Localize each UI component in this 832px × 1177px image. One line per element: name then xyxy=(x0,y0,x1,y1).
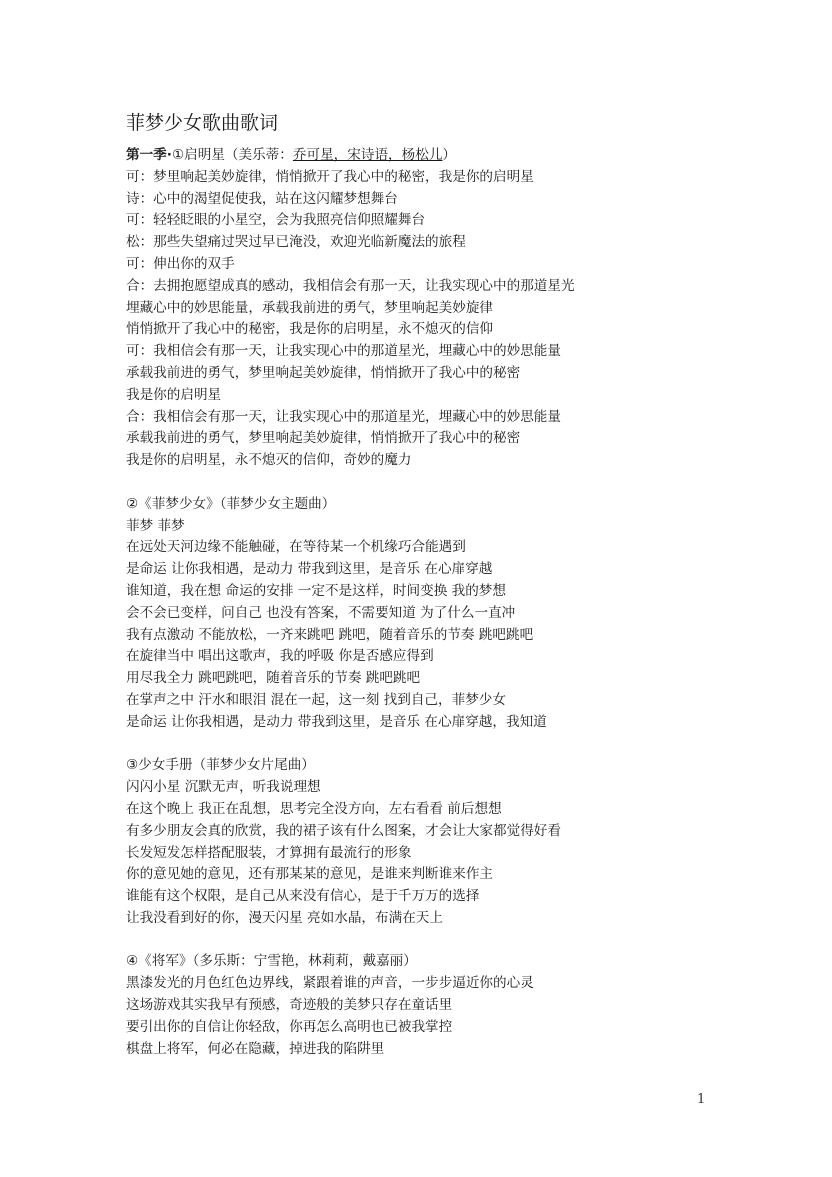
lyric-line: 我有点激动 不能放松，一齐来跳吧 跳吧，随着音乐的节奏 跳吧跳吧 xyxy=(126,626,534,643)
lyric-line: 谁知道，我在想 命运的安排 一定不是这样，时间变换 我的梦想 xyxy=(126,582,506,599)
lyric-line: 合：我相信会有那一天，让我实现心中的那道星光，埋藏心中的妙思能量 xyxy=(126,408,561,425)
lyric-line: 在掌声之中 汗水和眼泪 混在一起，这一刻 找到自己，菲梦少女 xyxy=(126,691,506,708)
document-title: 菲梦少女歌曲歌词 xyxy=(126,112,279,134)
song-heading-1 xyxy=(126,145,726,167)
page-number: 1 xyxy=(697,1092,706,1107)
lyric-line: 有多少朋友会真的欣赏，我的裙子该有什么图案，才会让大家都觉得好看 xyxy=(126,822,561,839)
lyric-line: 在旋律当中 唱出这歌声，我的呼吸 你是否感应得到 xyxy=(126,648,434,665)
lyric-line: 悄悄掀开了我心中的秘密，我是你的启明星，永不熄灭的信仰 xyxy=(126,321,494,338)
season-label: 第一季· xyxy=(126,147,172,163)
lyric-line: 要引出你的自信让你轻敌，你再怎么高明也已被我掌控 xyxy=(126,1018,453,1035)
lyric-line: 用尽我全力 跳吧跳吧，随着音乐的节奏 跳吧跳吧 xyxy=(126,670,421,687)
lyric-line: 长发短发怎样搭配服装，才算拥有最流行的形象 xyxy=(126,844,412,861)
lyric-line: 可：轻轻眨眼的小星空，会为我照亮信仰照耀舞台 xyxy=(126,212,426,229)
lyrics-body xyxy=(126,145,726,1082)
lyric-line: 是命运 让你我相遇，是动力 带我到这里，是音乐 在心扉穿越 xyxy=(126,561,493,578)
lyric-line: 这场游戏其实我早有预感，奇迹般的美梦只存在童话里 xyxy=(126,997,453,1014)
song-heading-4: ④《将军》（多乐斯：宁雪艳，林莉莉，戴嘉丽） xyxy=(126,953,417,970)
song-section-1 xyxy=(126,145,726,472)
heading-close-paren: ） xyxy=(442,147,457,163)
lyric-line: 可：梦里响起美妙旋律，悄悄掀开了我心中的秘密，我是你的启明星 xyxy=(126,168,534,185)
lyric-line: 松：那些失望痛过哭过早已淹没，欢迎光临新魔法的旅程 xyxy=(126,234,466,251)
lyric-line: 合：去拥抱愿望成真的感动，我相信会有那一天，让我实现心中的那道星光 xyxy=(126,277,575,294)
song-section-2 xyxy=(126,494,726,734)
lyric-line: 谁能有这个权限，是自己从来没有信心，是于千万万的选择 xyxy=(126,888,480,905)
lyric-line: 菲梦 菲梦 xyxy=(126,517,185,534)
lyric-line: 在远处天河边缘不能触碰，在等待某一个机缘巧合能遇到 xyxy=(126,539,466,556)
lyric-line: 我是你的启明星 xyxy=(126,386,222,403)
lyric-line: 闪闪小星 沉默无声，听我说理想 xyxy=(126,779,321,796)
lyric-line: 会不会已变样，问自己 也没有答案，不需要知道 为了什么一直冲 xyxy=(126,604,516,621)
lyric-line: 你的意见她的意见，还有那某某的意见，是谁来判断谁来作主 xyxy=(126,866,494,883)
lyric-line: 可：我相信会有那一天，让我实现心中的那道星光，埋藏心中的妙思能量 xyxy=(126,343,561,360)
lyric-line: 棋盘上将军，何必在隐藏，掉进我的陷阱里 xyxy=(126,1040,385,1057)
song-heading-2: ②《菲梦少女》（菲梦少女主题曲） xyxy=(126,495,336,512)
lyric-line: 可：伸出你的双手 xyxy=(126,255,235,272)
lyric-line: 诗：心中的渴望促使我，站在这闪耀梦想舞台 xyxy=(126,190,398,207)
lyric-line: 承载我前进的勇气，梦里响起美妙旋律，悄悄掀开了我心中的秘密 xyxy=(126,430,521,447)
lyric-line: 在这个晚上 我正在乱想，思考完全没方向，左右看看 前后想想 xyxy=(126,800,502,817)
lyric-line: 埋藏心中的妙思能量，承载我前进的勇气，梦里响起美妙旋律 xyxy=(126,299,494,316)
lyric-line: 是命运 让你我相遇，是动力 带我到这里，是音乐 在心扉穿越，我知道 xyxy=(126,713,547,730)
song-section-3 xyxy=(126,755,726,929)
lyric-line: 我是你的启明星，永不熄灭的信仰，奇妙的魔力 xyxy=(126,452,412,469)
lyric-line: 承载我前进的勇气，梦里响起美妙旋律，悄悄掀开了我心中的秘密 xyxy=(126,364,521,381)
lyric-line: 让我没看到好的你，漫天闪星 亮如水晶，布满在天上 xyxy=(126,909,443,926)
lyric-line: 黑漆发光的月色红色边界线，紧跟着谁的声音，一步步逼近你的心灵 xyxy=(126,975,534,992)
singer-names: 乔可星，宋诗语，杨松儿 xyxy=(292,147,443,163)
song-heading-3: ③少女手册（菲梦少女片尾曲） xyxy=(126,757,315,774)
song-title: ①启明星（美乐蒂： xyxy=(171,147,293,163)
song-section-4 xyxy=(126,951,726,1060)
